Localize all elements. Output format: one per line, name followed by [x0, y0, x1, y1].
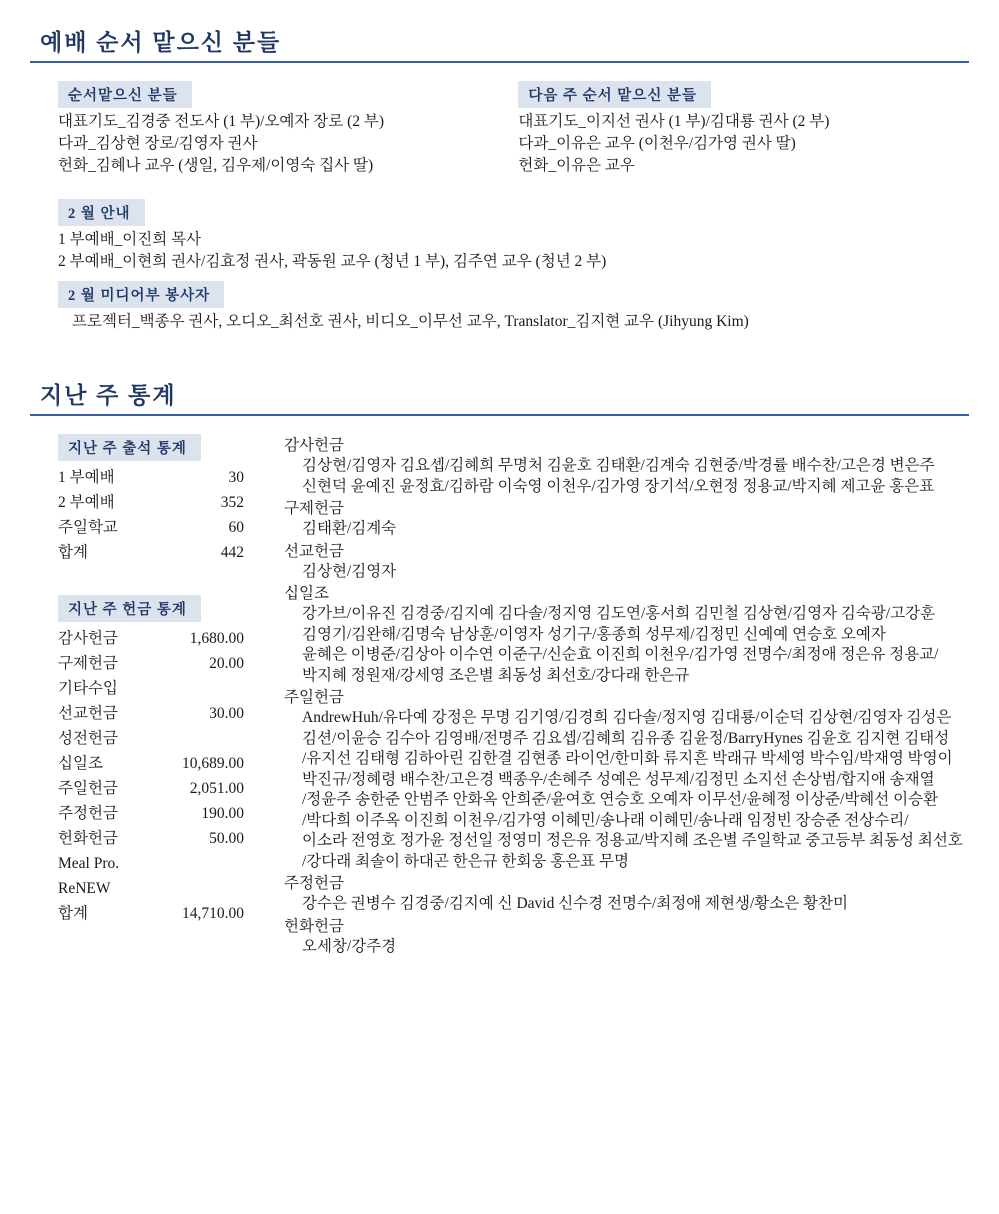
- offering-value: [150, 876, 244, 901]
- offering-value: 10,689.00: [182, 755, 244, 772]
- donor-category: 구제헌금: [284, 500, 344, 517]
- donor-name-line: 강가브/이유진 김경중/김지예 김다솔/정지영 김도연/홍서희 김민철 김상현/김영자 김숙광/고강훈: [302, 605, 936, 622]
- table-row: [58, 876, 244, 901]
- table-row: [58, 901, 244, 926]
- donor-category: 감사헌금: [284, 437, 344, 454]
- table-row: [58, 776, 244, 801]
- offering-label: 성전헌금: [58, 730, 118, 747]
- media-team-list: [58, 311, 969, 333]
- donor-name-line: 박진규/정혜령 배수찬/고은경 백종우/손혜주 성예은 성무제/김정민 소지선 손상범/합지애 송재열: [302, 770, 935, 788]
- donor-names: [284, 604, 969, 686]
- next-week-line: 다과_이유은 교우 (이천우/김가영 권사 딸): [518, 135, 796, 152]
- offering-label: 주정헌금: [58, 805, 118, 822]
- donor-name-line: 김션/이윤승 김수아 김영배/전명주 김요셉/김혜희 김유종 김윤정/BarryHynes 김윤호 김지현 김태성: [302, 729, 950, 747]
- table-row: [58, 515, 244, 540]
- donor-names: [284, 894, 969, 915]
- offering-label: 구제헌금: [58, 655, 118, 672]
- next-week-header: 다음 주 순서 맡으신 분들: [518, 81, 711, 108]
- attendance-table-header: 지난 주 출석 통계: [58, 434, 201, 461]
- donor-names: [284, 519, 969, 540]
- this-week-line: 대표기도_김경중 전도사 (1 부)/오예자 장로 (2 부): [58, 113, 384, 130]
- donor-names: [284, 937, 969, 958]
- offering-value: 50.00: [209, 830, 244, 847]
- donor-name-line: 신현덕 윤예진 윤정효/김하람 이숙영 이천우/김가영 장기석/오현정 정용교/박지혜 제고윤 홍은표: [302, 477, 935, 495]
- donor-name-line: /박다희 이주옥 이진희 이천우/김가영 이혜민/송나래 이혜민/송나래 임정빈 장승준 전상수리/: [302, 811, 909, 829]
- offering-value: 14,710.00: [182, 905, 244, 922]
- stats-area: [30, 434, 969, 957]
- offering-table-header: 지난 주 헌금 통계: [58, 595, 201, 622]
- donor-category: 십일조: [284, 585, 329, 602]
- donor-category: 헌화헌금: [284, 917, 344, 935]
- worship-columns: [58, 81, 969, 177]
- table-row: [58, 851, 244, 876]
- table-row: [58, 465, 244, 490]
- donor-names: [284, 708, 969, 872]
- february-notice-block: [58, 199, 969, 273]
- donor-name-line: 김태환/김계숙: [302, 520, 397, 537]
- stats-section: [30, 333, 969, 957]
- offering-value: 30.00: [209, 705, 244, 722]
- media-team-header: 2 월 미디어부 봉사자: [58, 281, 224, 308]
- donor-name-line: AndrewHuh/유다예 강정은 무명 김기영/김경희 김다솔/정지영 김대룡/이순덕 김상현/김영자 김성은: [302, 709, 952, 726]
- stats-tables: [58, 434, 268, 957]
- donor-names: [284, 562, 969, 583]
- table-row: [58, 801, 244, 826]
- offering-table: [58, 626, 244, 926]
- stats-section-title: 지난 주 통계: [30, 377, 969, 416]
- offering-value: 190.00: [201, 805, 244, 822]
- offering-label: ReNEW: [58, 880, 111, 897]
- donor-name-line: 박지혜 정원재/강세영 조은별 최동성 최선호/강다래 한은규: [302, 666, 690, 684]
- table-row: [58, 651, 244, 676]
- attendance-label: 1 부예배: [58, 469, 115, 486]
- this-week-block: [58, 81, 518, 177]
- worship-section-title: 예배 순서 맡으신 분들: [30, 24, 969, 63]
- table-row: [58, 676, 244, 701]
- offering-label: 헌화헌금: [58, 830, 118, 847]
- this-week-list: [58, 111, 518, 177]
- offering-label: 감사헌금: [58, 630, 118, 647]
- offering-value: [150, 676, 244, 701]
- offering-label: 선교헌금: [58, 705, 118, 722]
- donor-name-line: /유지선 김태형 김하아린 김한결 김현종 라이언/한미화 류지흔 박래규 박세영 박수임/박재영 박영이: [302, 750, 953, 767]
- offering-value: [150, 851, 244, 876]
- worship-order-area: [30, 81, 969, 333]
- offering-label: 기타수입: [58, 680, 118, 697]
- attendance-label: 2 부예배: [58, 494, 115, 511]
- donor-name-line: /강다래 최솔이 하대곤 한은규 한회웅 홍은표 무명: [302, 852, 630, 870]
- table-gap: [58, 565, 268, 595]
- table-row: [58, 751, 244, 776]
- donor-name-line: 이소라 전영호 정가윤 정선일 정영미 정은유 정용교/박지혜 조은별 주일학교 중고등부 최동성 최선호: [302, 832, 963, 849]
- offering-label: 주일헌금: [58, 780, 118, 797]
- february-notice-line: 1 부예배_이진희 목사: [58, 231, 202, 248]
- offering-label: 십일조: [58, 755, 103, 772]
- offering-label: Meal Pro.: [58, 855, 120, 872]
- this-week-line: 헌화_김혜나 교우 (생일, 김우제/이영숙 집사 딸): [58, 157, 374, 174]
- donor-name-line: 오세창/강주경: [302, 937, 397, 955]
- attendance-value: 442: [220, 544, 244, 561]
- offering-value: [150, 726, 244, 751]
- table-row: [58, 701, 244, 726]
- february-notice-header: 2 월 안내: [58, 199, 145, 226]
- table-row: [58, 540, 244, 565]
- attendance-label: 합계: [58, 544, 88, 561]
- this-week-header: 순서맡으신 분들: [58, 81, 192, 108]
- next-week-line: 대표기도_이지선 권사 (1 부)/김대룡 권사 (2 부): [518, 113, 830, 130]
- donor-category: 주일헌금: [284, 689, 344, 706]
- february-notice-line: 2 부예배_이현희 권사/김효정 권사, 곽동원 교우 (청년 1 부), 김주연 교우 (청년 2 부): [58, 253, 607, 270]
- next-week-line: 헌화_이유은 교우: [518, 157, 635, 174]
- next-week-list: [518, 111, 969, 177]
- table-row: [58, 490, 244, 515]
- donor-name-line: /정윤주 송한준 안범주 안화옥 안희준/윤여호 연승호 오예자 이무선/윤혜정 이상준/박혜선 이승환: [302, 791, 939, 808]
- media-team-line: 프로젝터_백종우 권사, 오디오_최선호 권사, 비디오_이무선 교우, Translator_김지현 교우 (Jihyung Kim): [72, 313, 749, 330]
- donor-names: [284, 456, 969, 497]
- donor-name-line: 김영기/김완해/김명숙 남상훈/이영자 성기구/홍종희 성무제/김정민 신예예 연승호 오예자: [302, 625, 886, 643]
- february-notice-list: [58, 229, 969, 273]
- donor-lists: [268, 434, 969, 957]
- offering-value: 2,051.00: [189, 780, 244, 797]
- media-team-block: [58, 281, 969, 333]
- offering-value: 1,680.00: [189, 630, 244, 647]
- table-row: [58, 726, 244, 751]
- offering-label: 합계: [58, 905, 88, 922]
- attendance-value: 352: [220, 494, 244, 511]
- table-row: [58, 626, 244, 651]
- worship-section: [30, 0, 969, 333]
- attendance-value: 60: [228, 519, 244, 536]
- donor-name-line: 김상현/김영자 김요셉/김혜희 무명처 김윤호 김태환/김계숙 김현중/박경률 배수찬/고은경 변은주: [302, 457, 935, 474]
- this-week-line: 다과_김상현 장로/김영자 권사: [58, 135, 258, 152]
- offering-value: 20.00: [209, 655, 244, 672]
- donor-name-line: 김상현/김영자: [302, 562, 397, 580]
- next-week-block: [518, 81, 969, 177]
- donor-category: 선교헌금: [284, 542, 344, 560]
- attendance-value: 30: [228, 469, 244, 486]
- donor-name-line: 강수은 권병수 김경중/김지예 신 David 신수경 전명수/최정애 제현생/황소은 황찬미: [302, 895, 848, 912]
- table-row: [58, 826, 244, 851]
- attendance-label: 주일학교: [58, 519, 118, 536]
- attendance-table: [58, 465, 244, 565]
- donor-name-line: 윤혜은 이병준/김상아 이수연 이준구/신순효 이진희 이천우/김가영 전명수/최정애 정은유 정용교/: [302, 646, 939, 663]
- donor-category: 주정헌금: [284, 875, 344, 892]
